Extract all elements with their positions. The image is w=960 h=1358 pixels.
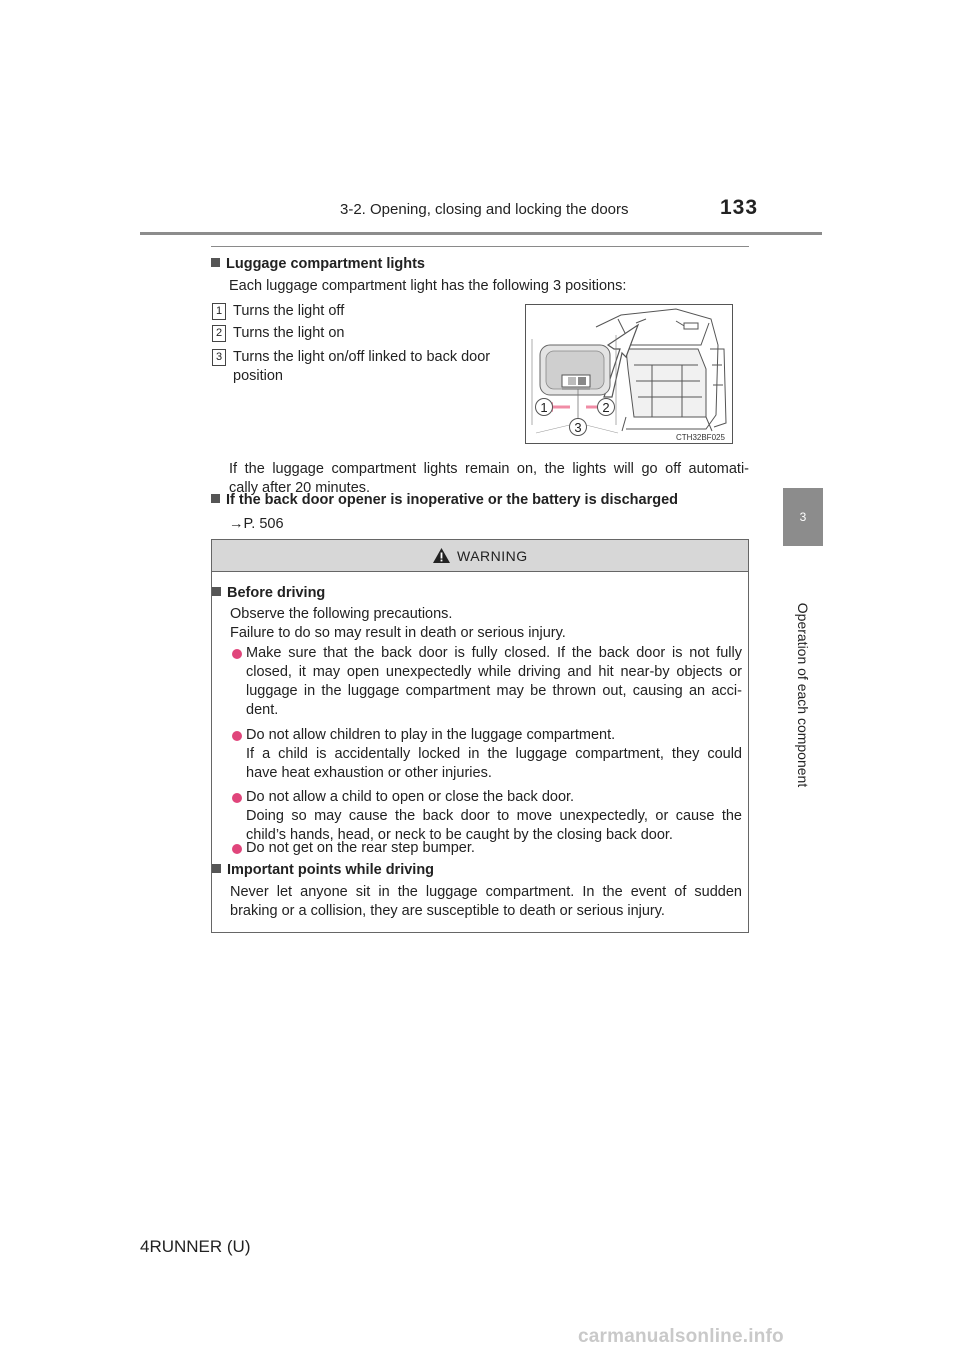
luggage-compartment-illustration bbox=[526, 305, 732, 443]
callout-2: 2 bbox=[602, 400, 610, 415]
square-bullet-icon bbox=[212, 587, 221, 596]
square-bullet-icon bbox=[211, 494, 220, 503]
luggage-lights-heading: Luggage compartment lights bbox=[211, 256, 425, 272]
warning-box bbox=[211, 539, 749, 933]
square-bullet-icon bbox=[212, 864, 221, 873]
circle-bullet-icon bbox=[232, 793, 242, 803]
bullet-text-2: Do not allow children to play in the luggage compartment. If a child is accidentally locked in the luggage compartment, they could have heat exhaustion or other injuries. bbox=[246, 727, 742, 781]
warning-header bbox=[212, 540, 748, 572]
back-door-ref bbox=[229, 515, 284, 534]
figure-code: CTH32BF025 bbox=[676, 433, 725, 442]
section-title: 3-2. Opening, closing and locking the doors bbox=[340, 201, 629, 218]
item-text-2: Turns the light on bbox=[233, 325, 345, 341]
circle-bullet-icon bbox=[232, 844, 242, 854]
item-number-3: 3 bbox=[212, 349, 226, 366]
circle-bullet-icon bbox=[232, 649, 242, 659]
callout-3: 3 bbox=[574, 420, 582, 435]
page-number: 133 bbox=[720, 196, 759, 219]
luggage-lights-intro: Each luggage compartment light has the following 3 positions: bbox=[229, 278, 627, 294]
item-text-3: Turns the light on/off linked to back door position bbox=[233, 349, 491, 384]
important-points-text: Never let anyone sit in the luggage compartment. In the event of sudden braking or a collision, they are susceptible to death or serious injury. bbox=[230, 884, 742, 919]
watermark: carmanualsonline.info bbox=[578, 1326, 784, 1347]
bullet-text-4: Do not get on the rear step bumper. bbox=[246, 840, 475, 856]
chapter-label-text: Operation of each component bbox=[795, 602, 811, 788]
item-number-2: 2 bbox=[212, 325, 226, 342]
content-rule bbox=[211, 246, 749, 247]
page-ref-link[interactable]: P. 506 bbox=[243, 516, 284, 532]
warning-title: WARNING bbox=[457, 548, 528, 564]
luggage-lights-note: If the luggage compartment lights remain on, the lights will go off automati- cally after 20 minutes. bbox=[229, 461, 749, 496]
bullet-text-3: Do not allow a child to open or close the back door. Doing so may cause the back door to move unexpectedly, or cause the child’s hands, head, or neck to be caught by the closing back door. bbox=[246, 789, 742, 843]
header-rule bbox=[140, 232, 822, 235]
item-text-1: Turns the light off bbox=[233, 303, 345, 319]
right-arrow-icon: → bbox=[229, 516, 244, 532]
luggage-light-figure bbox=[525, 304, 733, 444]
square-bullet-icon bbox=[211, 258, 220, 267]
warning-triangle-icon bbox=[432, 547, 451, 564]
bullet-text-1: Make sure that the back door is fully closed. If the back door is not fully closed, it may open unexpectedly while driving and hit near-by objects or luggage in the luggage compartment may be thrown out, causing an acci- dent. bbox=[246, 645, 742, 718]
footer-model: 4RUNNER (U) bbox=[140, 1237, 251, 1256]
item-number-1: 1 bbox=[212, 303, 226, 320]
before-driving-text: Observe the following precautions. Failure to do so may result in death or serious injury. bbox=[230, 606, 566, 641]
chapter-tab-number: 3 bbox=[783, 488, 823, 546]
callout-1: 1 bbox=[540, 400, 548, 415]
circle-bullet-icon bbox=[232, 731, 242, 741]
before-driving-heading: Before driving bbox=[212, 585, 325, 601]
important-points-heading: Important points while driving bbox=[212, 862, 434, 878]
chapter-tab-label bbox=[783, 548, 823, 842]
back-door-heading: If the back door opener is inoperative or the battery is discharged bbox=[211, 492, 678, 508]
